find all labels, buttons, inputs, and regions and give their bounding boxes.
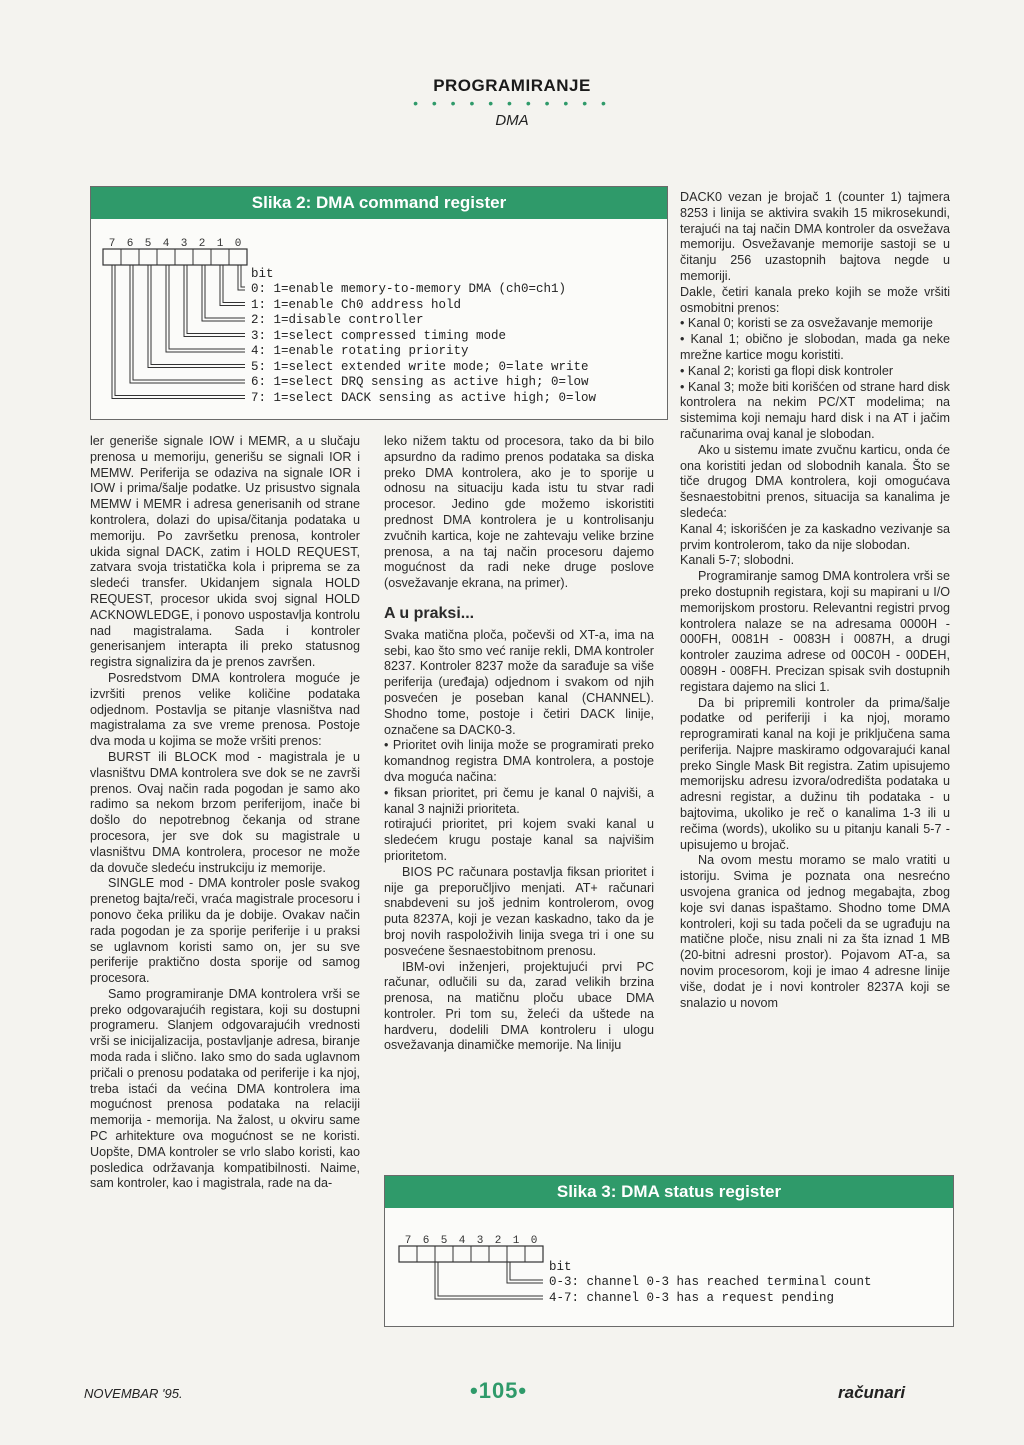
leader-line	[112, 265, 245, 399]
paragraph: Dakle, četiri kanala preko kojih se može vršiti osmobitni prenos:	[680, 284, 950, 315]
subsection-title: DMA	[495, 112, 529, 129]
bit-number: 0	[234, 238, 242, 250]
bit-number: 2	[198, 238, 206, 250]
bit-number: 2	[494, 1235, 502, 1247]
bullet-item: • Kanal 1; obično je slobodan, mada ga neke mrežne kartice mogu koristiti.	[680, 332, 950, 364]
paragraph: Na ovom mestu moramo se malo vratiti u istoriju. Svima je poznata ona nesrećno usvojena granica od jednog megabajta, zbog koje svi danas ispaštamo. Shodno tome DMA kontroleri, koji su tada počeli da se ugrađuju na matične ploče, nisu znali ni za šta iznad 1 MB (20-bitni adresni prostor). Pojavom AT-a, sa novim procesorom, koji je imao 4 adresne linije više, dodat je i novi kontroler 8237A koji se snalazio u novom	[680, 853, 950, 1010]
leader-line	[205, 265, 245, 318]
column-2	[384, 434, 654, 1054]
paragraph: Programiranje samog DMA kontrolera vrši se preko dostupnih registara, koji su mapirani u I/O memorijskom prostoru. Relevantni registri prvog kontrolera nalaze se na adresama 0000H - 000FH, 0081H - 0083H i 0087H, a drugi kontroler zauzima adrese od 00C0H - 00DEH, 0089H - 008FH. Precizan spisak svih dostupnih registara dajemo na slici 1.	[680, 569, 950, 694]
bit-number: 6	[422, 1235, 430, 1247]
figure-title: Slika 3: DMA status register	[385, 1176, 953, 1208]
figure-dma-status-register	[384, 1175, 954, 1327]
bit-description: 0-3: channel 0-3 has reached terminal count	[549, 1275, 872, 1289]
figure-dma-command-register	[90, 186, 668, 420]
bit-number: 4	[162, 238, 170, 250]
page-number: •105•	[470, 1378, 528, 1403]
bit-number: 0	[530, 1235, 538, 1247]
paragraph: Svaka matična ploča, počevši od XT-a, ima na sebi, kao što smo već ranije rekli, DMA kontroler 8237. Kontroler 8237 može da sarađuje sa više periferija (uređaja) odjednom i svakom od njih posvećen je poseban kanal (CHANNEL). Shodno tome, postoje i četiri DACK linije, označene sa DACK0-3.	[384, 627, 654, 737]
paragraph: BURST ili BLOCK mod - magistrala je u vlasništvu DMA kontrolera sve dok se ne završi prenos. Ovaj način rada pogodan je samo ako radimo sa nekom brzom periferijom, inače bi došlo do nepotrebnog čekanja od strane procesora, jer sve dok su magistrale u vlasništvu DMA kontrolera, procesor ne može da dovuče sledeću instrukciju iz memorije.	[90, 749, 360, 875]
paragraph: Samo programiranje DMA kontrolera vrši se preko odgovarajućih registara, koji su dostupni programeru. Slanjem odgovarajućih vrednosti vrši se inicijalizacija, postavljanje adresa, biranje moda rada i slično. Iako smo do sada uglavnom pričali o prenosu podataka od periferije i ka njoj, treba istaći da većina DMA kontrolera ima mogućnost prenosa podataka na relaciji memorija - memorija. Na žalost, u okviru same PC arhitekture ova mogućnost se ne koristi. Uopšte, DMA kontroler se vrlo slabo koristi, kao posledica održavanja kompatibilnosti. Naime, sam kontroler, kao i magistrala, rade na da-	[90, 986, 360, 1191]
leader-line	[184, 265, 245, 337]
bit-description: 5: 1=select extended write mode; 0=late write	[251, 359, 589, 374]
paragraph: leko nižem taktu od procesora, tako da bi bilo apsurdno da radimo prenos podataka sa diska preko DMA kontrolera, ako je to sporije u odnosu na situaciju kada istu tu stvar radi procesor. Jedino gde možemo iskoristiti prednost DMA kontrolera je u kontrolisanju zvučnih kartica, koje ne zahtevaju velike brzine prenosa, a na taj način procesoru dajemo mogućnost da radi neke druge poslove (osvežavanje ekrana, na primer).	[384, 434, 654, 591]
section-dots: • • • • • • • • • • •	[413, 95, 611, 111]
paragraph: DACK0 vezan je brojač 1 (counter 1) tajmera 8253 i linija se aktivira svakih 15 mikrosekundi, terajući na taj način DMA kontroler da osvežava memoriju. Osvežavanje memorije sastoji se u čitanju 256 uzastopnih bajtova negde u memoriji.	[680, 190, 950, 283]
paragraph: Kanali 5-7; slobodni.	[680, 553, 795, 568]
bit-number: 7	[404, 1235, 412, 1247]
section-heading: A u praksi...	[384, 604, 475, 622]
bullet-item: • Kanal 2; koristi ga flopi disk kontroler	[680, 364, 950, 380]
bit-description: 1: 1=enable Ch0 address hold	[251, 297, 462, 312]
bullet-item: • fiksan prioritet, pri čemu je kanal 0 najviši, a kanal 3 najniži prioriteta.	[384, 786, 654, 818]
bit-number: 4	[458, 1235, 466, 1247]
bit-number: 7	[108, 238, 116, 250]
figure-title: Slika 2: DMA command register	[91, 187, 667, 219]
bullet-item: • Kanal 3; može biti korišćen od strane hard disk kontrolera na nekim PC/XT modelima; na sistemima koji nemaju hard disk i na AT i jačim računarima ovaj kanal je slobodan.	[680, 380, 950, 443]
paragraph: rotirajući prioritet, pri kojem svaki kanal u sledećem krugu postaje kanal sa najvišim prioritetom.	[384, 817, 654, 863]
bit-description: 4: 1=enable rotating priority	[251, 344, 469, 358]
paragraph: Posredstvom DMA kontrolera moguće je izvršiti prenos velike količine podataka odjednom. Postavlja se pitanje vlasništva nad magistralama za sve vreme prenosa. Postoje dva moda u kojima se može vršiti prenos:	[90, 670, 360, 749]
paragraph: BIOS PC računara postavlja fiksan prioritet i nije ga preporučljivo menjati. AT+ računari snabdeveni su još jednim kontrolerom, ovog puta 8237A, koji je vezan kaskadno, tako da je broj novih raspoloživih linija svega tri i one su posvećene šesnaestobitnom prenosu.	[384, 864, 654, 958]
footer-date: NOVEMBAR '95.	[84, 1386, 183, 1401]
bit-label: bit	[251, 267, 274, 281]
column-3	[680, 190, 950, 1011]
bit-description: 3: 1=select compressed timing mode	[251, 328, 507, 343]
leader-line	[151, 265, 245, 365]
paragraph: IBM-ovi inženjeri, projektujući prvi PC računar, odlučili su da, zarad velikih brzina prenosa, na matičnu ploču ubace DMA kontroler. Pri tom su, želeći da uštede na hardveru, dodelili DMA kontroleru i ulogu osvežavanja dinamičke memorije. Na liniju	[384, 959, 654, 1053]
leader-line	[510, 1262, 543, 1280]
paragraph: SINGLE mod - DMA kontroler posle svakog prenetog bajta/reči, vraća magistrale procesoru i ponovo čeka priliku da je dobije. Ovakav način rada pogodan je za sporije periferije i u praksi se uglavnom koristi samo on, jer su sve periferije praktično dosta sporije od samog procesora.	[90, 876, 360, 986]
leader-line	[241, 265, 245, 287]
paragraph: Ako u sistemu imate zvučnu karticu, onda će ona koristiti jedan od slobodnih kanala. Što se tiče drugog DMA kontrolera, koji omogućava šesnaestobitni prenos, situacija sa kanalima je sledeća:	[680, 442, 950, 520]
page-header	[0, 76, 1024, 129]
leader-line	[115, 265, 245, 396]
bit-number: 1	[512, 1235, 520, 1247]
paragraph: ler generiše signale IOW i MEMR, a u slučaju prenosa u memoriju, generišu se signali IOR i MEMW. Periferija se odaziva na signale IOR i IOW i prima/šalje podatke. Uz prisustvo signala MEMW i MEMR i adresa generisanih od strane kontrolera, dolazi do upisa/čitanja podataka u memoriju. Po završetku prenosa, kontroler ukida signal DACK, zatim i HOLD REQUEST, zatvara svoja tristatička kola i priprema se za sledeći transfer. Ukidanjem signala HOLD REQUEST, procesor ukida svoj signal HOLD ACKNOWLEDGE, i ponovo uspostavlja kontrolu nad magistralama. Sada i kontroler generisanjem interapta ili preko statusnog registra signalizira da je prenos završen.	[90, 434, 360, 670]
bit-number: 6	[126, 238, 134, 250]
bit-number: 3	[476, 1235, 484, 1247]
bit-number: 3	[180, 238, 188, 250]
bit-number: 1	[216, 238, 224, 250]
column-1	[90, 434, 360, 1192]
bullet-item: • Kanal 0; koristi se za osvežavanje memorije	[680, 316, 950, 332]
magazine-name: računari	[838, 1383, 906, 1402]
section-title: PROGRAMIRANJE	[433, 76, 591, 95]
bit-description: 0: 1=enable memory-to-memory DMA (ch0=ch1)	[251, 282, 567, 296]
bit-label: bit	[549, 1260, 572, 1274]
paragraph: Da bi pripremili kontroler da prima/šalje podatke od periferiji i ka njoj, moramo reprogramirati kanal na koji je priključena sama periferija. Najpre maskiramo odgovarajući kanal preko Single Mask Bit registra. Zatim upisujemo memorijsku adresu izvora/odredišta podataka u adresni registar, a dužinu tih podataka - u bajtovima, ukoliko je reč o kanalima 1-3 ili u rečima (words), ukoliko su u pitanju kanali 5-7 - upisujemo u brojač.	[680, 695, 950, 852]
paragraph: Kanal 4; iskorišćen je za kaskadno vezivanje sa prvim kontrolerom, tako da nije slobodan.	[680, 521, 950, 552]
bit-number: 5	[144, 238, 152, 250]
leader-line	[187, 265, 245, 334]
bit-number: 5	[440, 1235, 448, 1247]
bit-description: 2: 1=disable controller	[251, 313, 424, 327]
leader-line	[133, 265, 245, 380]
leader-line	[438, 1262, 543, 1296]
bit-description: 7: 1=select DACK sensing as active high; 0=low	[251, 390, 597, 405]
bit-description: 4-7: channel 0-3 has a request pending	[549, 1291, 835, 1305]
bullet-item: • Prioritet ovih linija može se programirati preko komandnog registra DMA kontrolera, a postoje dva moguća načina:	[384, 738, 654, 785]
bit-description: 6: 1=select DRQ sensing as active high; 0=low	[251, 375, 589, 389]
leader-line	[223, 265, 245, 303]
